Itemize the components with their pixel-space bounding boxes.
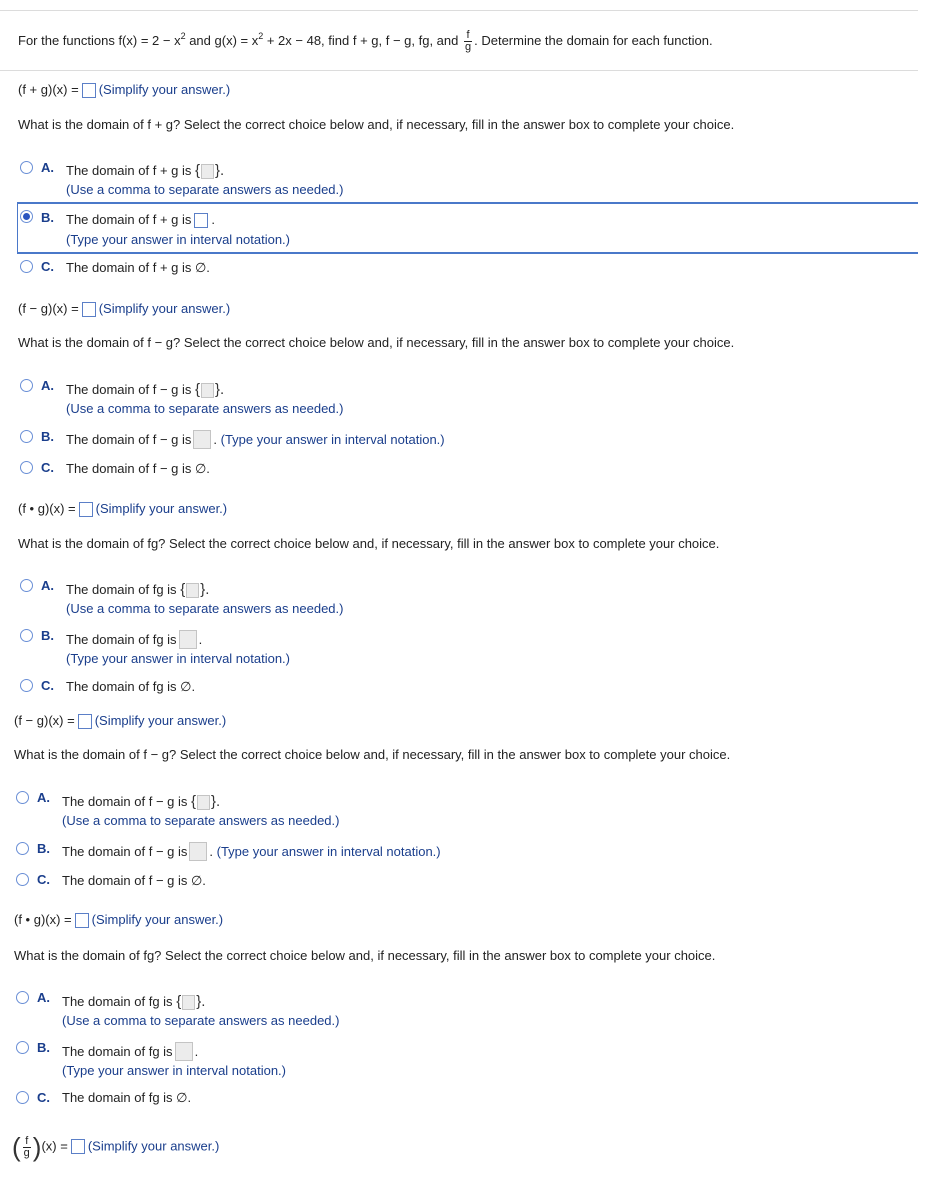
brace-close: }. <box>215 162 225 179</box>
choice-c-radio[interactable] <box>16 873 29 886</box>
choice-letter: A. <box>37 790 50 805</box>
period: . <box>213 432 217 447</box>
set-input[interactable] <box>197 795 210 810</box>
choice-a-radio[interactable] <box>20 161 33 174</box>
choice-letter: C. <box>41 678 54 693</box>
choice-hint: (Type your answer in interval notation.) <box>216 844 441 859</box>
choice-a-radio[interactable] <box>20 379 33 392</box>
statement-part: and g(x) = x <box>185 32 259 48</box>
top-divider <box>0 10 918 11</box>
choice-letter: A. <box>37 990 50 1005</box>
choice-text: The domain of f − g is ∅. <box>62 873 206 888</box>
choice-c-radio[interactable] <box>16 1091 29 1104</box>
expression-label: (f − g)(x) = <box>18 301 79 316</box>
choice-a-line <box>62 993 205 1010</box>
choice-b-radio[interactable] <box>20 430 33 443</box>
statement-part: . Determine the domain for each function. <box>474 32 713 48</box>
hint-text: (Simplify your answer.) <box>98 82 231 97</box>
interval-input[interactable] <box>194 213 208 228</box>
choice-text: The domain of f + g is <box>66 163 192 178</box>
hint-text: (Simplify your answer.) <box>91 912 224 927</box>
choice-text: The domain of fg is ∅. <box>62 1090 192 1105</box>
period: . <box>209 844 213 859</box>
choice-letter: C. <box>37 1090 50 1105</box>
set-input[interactable] <box>182 995 195 1010</box>
fraction-denominator: g <box>464 41 472 53</box>
answer-input[interactable] <box>82 83 96 98</box>
fraction-denominator: g <box>23 1146 30 1159</box>
choice-b-radio[interactable] <box>16 842 29 855</box>
choice-hint: (Type your answer in interval notation.) <box>66 651 290 666</box>
choice-hint: (Use a comma to separate answers as needed.) <box>66 182 344 197</box>
choice-text: The domain of f − g is <box>66 432 192 447</box>
selection-outline-top <box>17 202 918 204</box>
answer-row-f-times-g-2 <box>14 912 223 928</box>
brace-close: }. <box>215 381 225 398</box>
answer-input[interactable] <box>79 502 93 517</box>
hint-text: (Simplify your answer.) <box>94 713 227 728</box>
choice-a-line <box>66 162 224 179</box>
choice-c-radio[interactable] <box>20 461 33 474</box>
choice-a-radio[interactable] <box>20 579 33 592</box>
choice-letter: A. <box>41 160 54 175</box>
brace-close: }. <box>200 581 210 598</box>
choice-text: The domain of fg is <box>66 632 177 647</box>
choice-a-line <box>66 381 224 398</box>
expression-label: (f − g)(x) = <box>14 713 75 728</box>
choice-hint: (Use a comma to separate answers as needed.) <box>62 1013 340 1028</box>
exponent: 2 <box>180 30 186 41</box>
question-text: What is the domain of fg? Select the correct choice below and, if necessary, fill in the answer box to complete your choice. <box>14 948 716 963</box>
statement-part: + 2x − 48, find f + g, f − g, fg, and <box>263 32 462 48</box>
choice-letter: B. <box>37 1040 50 1055</box>
answer-row-f-minus-g-2 <box>14 713 226 729</box>
selection-outline-bottom <box>17 252 918 254</box>
choice-b-line <box>66 430 445 449</box>
answer-input[interactable] <box>75 913 89 928</box>
brace-open: { <box>195 162 201 179</box>
hint-text: (Simplify your answer.) <box>95 501 228 516</box>
choice-text: The domain of fg is <box>66 582 177 597</box>
choice-a-line <box>62 793 220 810</box>
answer-input[interactable] <box>82 302 96 317</box>
question-text: What is the domain of fg? Select the correct choice below and, if necessary, fill in the answer box to complete your choice. <box>18 536 720 551</box>
choice-b-line <box>62 1042 198 1061</box>
choice-hint: (Type your answer in interval notation.) <box>66 232 290 247</box>
choice-b-radio[interactable] <box>20 210 33 223</box>
hint-text: (Simplify your answer.) <box>87 1138 220 1154</box>
choice-text: The domain of fg is <box>62 994 173 1009</box>
choice-letter: B. <box>41 429 54 444</box>
answer-row-f-plus-g <box>18 82 230 98</box>
question-text: What is the domain of f − g? Select the correct choice below and, if necessary, fill in the answer box to complete your choice. <box>18 335 735 350</box>
choice-text: The domain of f + g is <box>66 212 192 227</box>
answer-input[interactable] <box>78 714 92 729</box>
choice-b-line <box>66 212 215 228</box>
expression-label: (f • g)(x) = <box>14 912 72 927</box>
brace-open: { <box>195 381 201 398</box>
interval-input[interactable] <box>179 630 197 649</box>
fraction-f-over-g <box>23 1136 31 1159</box>
statement-part: For the functions f(x) = 2 − x <box>18 32 181 48</box>
brace-open: { <box>191 793 197 810</box>
choice-b-radio[interactable] <box>16 1041 29 1054</box>
fraction-f-over-g <box>464 30 472 53</box>
choice-letter: B. <box>41 210 54 225</box>
choice-letter: C. <box>41 259 54 274</box>
fraction-numerator: f <box>464 30 472 42</box>
choice-letter: B. <box>41 628 54 643</box>
choice-text: The domain of f + g is ∅. <box>66 260 210 275</box>
choice-hint: (Use a comma to separate answers as needed.) <box>66 401 344 416</box>
choice-hint: (Use a comma to separate answers as needed.) <box>66 601 344 616</box>
period: . <box>211 212 215 227</box>
header-divider <box>0 70 918 71</box>
brace-open: { <box>176 993 182 1010</box>
choice-letter: B. <box>37 841 50 856</box>
answer-row-f-times-g <box>18 501 227 517</box>
choice-letter: C. <box>37 872 50 887</box>
answer-row-f-minus-g <box>18 301 230 317</box>
expression-label: (f • g)(x) = <box>18 501 76 516</box>
brace-open: { <box>180 581 186 598</box>
paren-open: ( <box>12 1132 21 1162</box>
exponent: 2 <box>258 30 264 41</box>
choice-a-radio[interactable] <box>16 791 29 804</box>
choice-letter: C. <box>41 460 54 475</box>
interval-input[interactable] <box>193 430 211 449</box>
answer-row-f-over-g <box>12 1134 219 1160</box>
set-input[interactable] <box>186 583 199 598</box>
answer-input[interactable] <box>71 1139 85 1154</box>
choice-a-radio[interactable] <box>16 991 29 1004</box>
period: . <box>194 1044 199 1059</box>
hint-text: (Simplify your answer.) <box>98 301 231 316</box>
set-input[interactable] <box>201 164 214 179</box>
period: . <box>198 632 203 647</box>
choice-letter: A. <box>41 378 54 393</box>
choice-text: The domain of fg is ∅. <box>66 679 196 694</box>
choice-c-radio[interactable] <box>20 260 33 273</box>
choice-b-radio[interactable] <box>20 629 33 642</box>
choice-text: The domain of f − g is <box>66 382 192 397</box>
question-text: What is the domain of f + g? Select the correct choice below and, if necessary, fill in the answer box to complete your choice. <box>18 117 735 132</box>
choice-c-radio[interactable] <box>20 679 33 692</box>
brace-close: }. <box>211 793 221 810</box>
selection-outline-left <box>17 202 18 254</box>
choice-b-line <box>62 842 441 861</box>
expression-label: (x) = <box>41 1138 68 1154</box>
choice-a-line <box>66 581 209 598</box>
choice-letter: A. <box>41 578 54 593</box>
interval-input[interactable] <box>189 842 207 861</box>
choice-text: The domain of f − g is <box>62 844 188 859</box>
problem-statement <box>18 30 713 53</box>
choice-hint: (Type your answer in interval notation.) <box>220 432 445 447</box>
choice-text: The domain of f − g is ∅. <box>66 461 210 476</box>
choice-hint: (Use a comma to separate answers as needed.) <box>62 813 340 828</box>
expression-label: (f + g)(x) = <box>18 82 79 97</box>
question-text: What is the domain of f − g? Select the correct choice below and, if necessary, fill in the answer box to complete your choice. <box>14 747 731 762</box>
fraction-numerator: f <box>23 1136 31 1148</box>
interval-input[interactable] <box>175 1042 193 1061</box>
choice-text: The domain of fg is <box>62 1044 173 1059</box>
choice-text: The domain of f − g is <box>62 794 188 809</box>
choice-hint: (Type your answer in interval notation.) <box>62 1063 286 1078</box>
set-input[interactable] <box>201 383 214 398</box>
brace-close: }. <box>196 993 206 1010</box>
paren-close: ) <box>32 1132 42 1162</box>
choice-b-line <box>66 630 202 649</box>
